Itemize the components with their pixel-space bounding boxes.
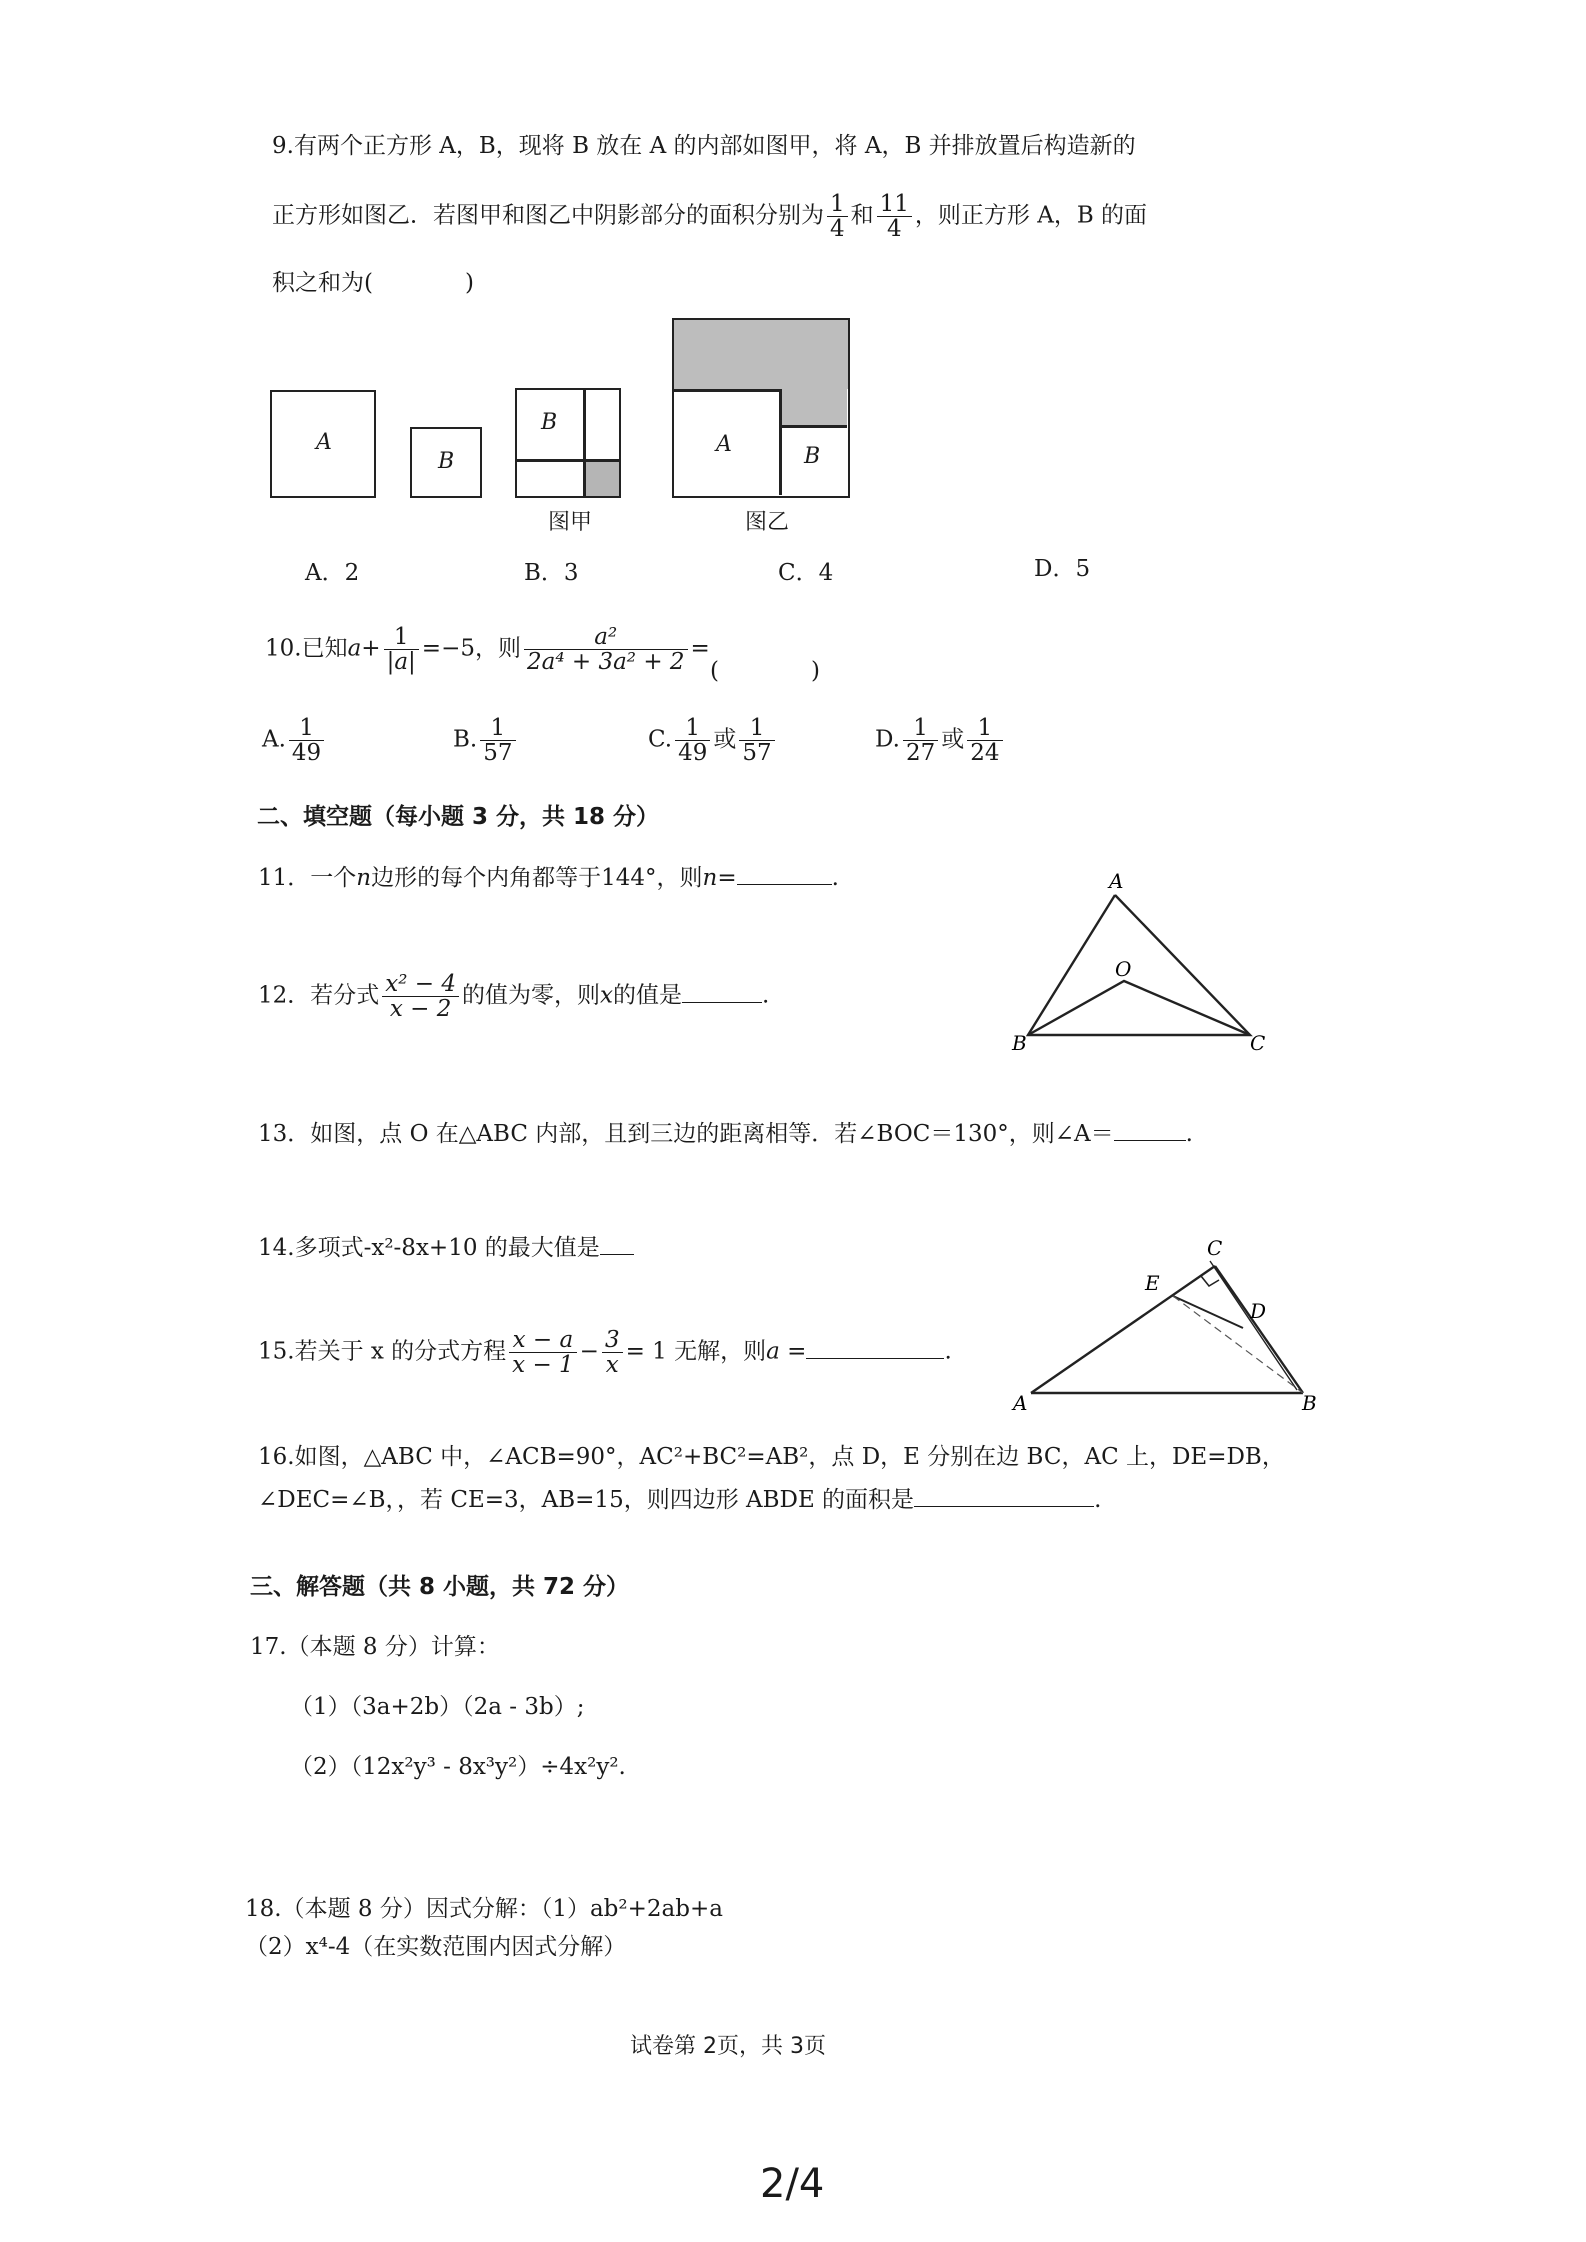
- fig13-bo-oc: [1028, 981, 1250, 1035]
- q17-part1: （1）（3a+2b）（2a - 3b）;: [290, 1694, 585, 1720]
- page-footer: 试卷第 2页，共 3页: [630, 2034, 826, 2059]
- q10-eq: =−5，则: [421, 635, 521, 662]
- q9-option-d: D．5: [1034, 556, 1091, 582]
- fig13-label-b: B: [1012, 1031, 1027, 1055]
- q9-yi-a-label: A: [716, 432, 732, 457]
- q9-square-a: [270, 390, 376, 498]
- q10-option-d: D. $\frac{1}{27}$ 或 $\frac{1}{24}$: [875, 716, 1006, 765]
- q9-jia-b-label: B: [541, 410, 558, 435]
- q9-figure-jia: [515, 388, 621, 498]
- fig16-side-cb: [1215, 1266, 1303, 1393]
- q17-part2: （2）（12x²y³ - 8x³y²）÷4x²y².: [290, 1754, 626, 1780]
- q13: 13．如图，点 O 在△ABC 内部，且到三边的距离相等．若∠BOC＝130°，则∠A＝ .: [258, 1118, 1193, 1149]
- page-indicator: 2/4: [760, 2161, 825, 2207]
- fig16-eb: [1173, 1296, 1303, 1393]
- q9-yi-shaded-right: [779, 389, 847, 425]
- fig13-label-c: C: [1250, 1031, 1266, 1055]
- q9-square-b-label: B: [438, 449, 455, 474]
- q9-square-b: [410, 427, 482, 498]
- q10-post: =: [690, 635, 710, 662]
- q17-title: 17.（本题 8 分）计算：: [250, 1634, 500, 1660]
- q10-big-frac: $\frac{\text{a²}}{\text{2a⁴ + 3a² + 2}}$: [524, 625, 688, 674]
- q11: 11．一个n边形的每个内角都等于144°，则n= .: [258, 862, 839, 893]
- q12: 12．若分式 $\frac{\text{x² − 4}}{x - 2}$ 的值为零，则x的值是 .: [258, 971, 770, 1023]
- q18-title: 18.（本题 8 分）因式分解：（1）ab²+2ab+a: [245, 1896, 723, 1922]
- fig16-label-d: D: [1250, 1299, 1267, 1323]
- q9-option-b: B．3: [524, 560, 579, 586]
- q10-a: a: [347, 635, 362, 662]
- fig16-label-b: B: [1302, 1391, 1317, 1415]
- fig16-side-ac: [1031, 1266, 1215, 1393]
- fig13-triangle: [1000, 870, 1280, 1060]
- q9-and: 和: [850, 202, 874, 229]
- q9-frac2: $\frac{11}{4}$: [877, 192, 912, 241]
- q10-pre: 10.已知: [265, 635, 348, 662]
- q9-yi-shaded-top: [674, 320, 848, 389]
- q14: 14.多项式-x²-8x+10 的最大值是: [258, 1232, 634, 1263]
- q15-blank[interactable]: [806, 1336, 944, 1359]
- q10-plus: +: [361, 635, 381, 662]
- q9-yi-b-top: [779, 425, 847, 428]
- q16-line2: ∠DEC=∠B，，若 CE=3，AB=15，则四边形 ABDE 的面积是 .: [258, 1484, 1101, 1515]
- q16-line1: 16.如图，△ABC 中，∠ACB=90°，AC²+BC²=AB²，点 D，E 分别在边 BC，AC 上，DE=DB，: [258, 1444, 1285, 1470]
- fig13-label-a: A: [1109, 870, 1124, 893]
- fig16-right-angle: [1201, 1276, 1219, 1286]
- q11-blank[interactable]: [737, 862, 832, 885]
- fig16-label-a: A: [1013, 1391, 1028, 1415]
- q18-part2: （2）x⁴-4（在实数范围内因式分解）: [245, 1934, 627, 1960]
- q12-blank[interactable]: [682, 980, 762, 1003]
- q9-jia-caption: 图甲: [548, 510, 593, 535]
- q14-blank[interactable]: [600, 1232, 634, 1255]
- q9-frac1: $\frac{1}{4}$: [827, 192, 848, 241]
- q9-option-a: A．2: [305, 560, 360, 586]
- fig16-triangle: [1005, 1230, 1325, 1420]
- q9-line2-post: ，则正方形 A，B 的面: [914, 202, 1148, 229]
- q9-yi-b-label: B: [804, 444, 821, 469]
- q9-option-c: C．4: [778, 560, 834, 586]
- fig13-label-o: O: [1115, 957, 1132, 981]
- q10-frac: $\frac{1}{|a|}$: [384, 625, 419, 674]
- q10-option-c: C. $\frac{1}{49}$ 或 $\frac{1}{57}$: [648, 716, 778, 765]
- q9-yi-a-right: [779, 389, 782, 495]
- q9-line3: 积之和为( ): [272, 270, 474, 296]
- q10-option-b: B. $\frac{1}{57}$: [453, 716, 519, 765]
- q9-square-a-label: A: [316, 430, 332, 455]
- q9-line2: [272, 192, 1147, 241]
- q9-jia-shaded: [586, 462, 619, 496]
- fig16-side-cb-outer: [1210, 1261, 1297, 1390]
- q15: 15.若关于 x 的分式方程 $\frac{x - a}{x - 1}$ − $\frac{3}{x}$ = 1 无解，则a = .: [258, 1327, 952, 1379]
- fig16-de: [1173, 1296, 1243, 1328]
- q10-paren: ( ): [710, 658, 820, 684]
- fig13-triangle-abc: [1028, 895, 1250, 1035]
- fig16-label-c: C: [1207, 1236, 1223, 1260]
- q10-option-a: A. $\frac{1}{49}$: [262, 716, 327, 765]
- q16-blank[interactable]: [914, 1484, 1094, 1507]
- q9-figure-yi: [672, 318, 850, 498]
- section3-heading: 三、解答题（共 8 小题，共 72 分）: [250, 1574, 630, 1600]
- section2-heading: 二、填空题（每小题 3 分，共 18 分）: [257, 804, 660, 830]
- q10-stem: [265, 625, 710, 674]
- q9-yi-a-top: [674, 389, 779, 392]
- q9-yi-caption: 图乙: [745, 510, 790, 535]
- q13-blank[interactable]: [1114, 1118, 1186, 1141]
- q9-line1: 9.有两个正方形 A，B，现将 B 放在 A 的内部如图甲，将 A，B 并排放置后构造新的: [272, 133, 1136, 159]
- fig16-label-e: E: [1145, 1271, 1160, 1295]
- q9-line2-pre: 正方形如图乙．若图甲和图乙中阴影部分的面积分别为: [272, 202, 824, 229]
